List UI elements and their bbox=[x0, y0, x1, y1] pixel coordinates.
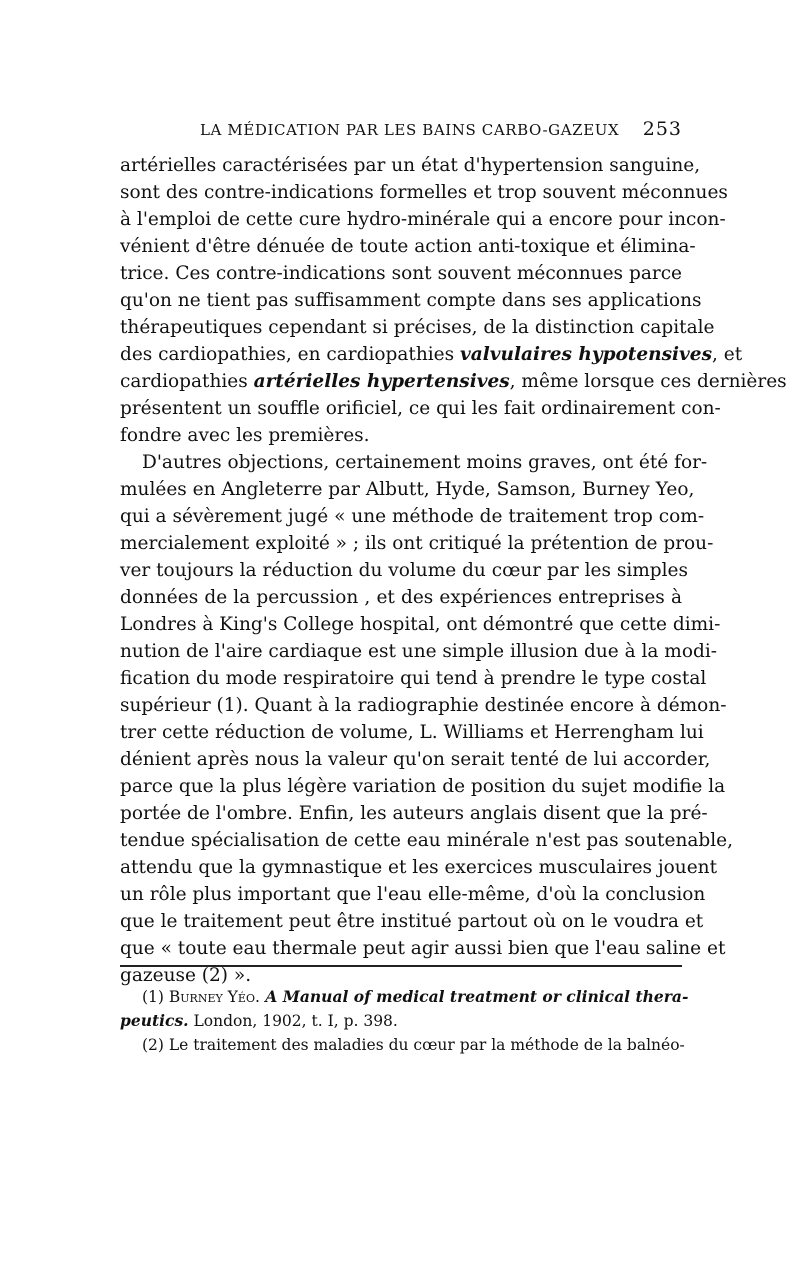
text-run: , et bbox=[711, 344, 743, 365]
body-text bbox=[120, 152, 787, 989]
text-line: nution de l'aire cardiaque est une simple illusion due à la modi- bbox=[120, 641, 717, 662]
text-run: cardiopathies bbox=[120, 371, 254, 392]
footnote-divider bbox=[120, 965, 682, 967]
text-line: sont des contre-indications formelles et trop souvent méconnues bbox=[120, 182, 728, 203]
text-line: un rôle plus important que l'eau elle-même, d'où la conclusion bbox=[120, 884, 706, 905]
text-line: fication du mode respiratoire qui tend à prendre le type costal bbox=[120, 668, 707, 689]
text-line: qui a sévèrement jugé « une méthode de traitement trop com- bbox=[120, 506, 705, 527]
running-header bbox=[200, 118, 682, 140]
footnote-title-end: peutics. bbox=[120, 1011, 189, 1030]
paragraph-start: D'autres objections, certainement moins graves, ont été for- bbox=[142, 452, 708, 473]
text-line: artérielles caractérisées par un état d'hypertension sanguine, bbox=[120, 155, 701, 176]
text-line: gazeuse (2) ». bbox=[120, 965, 252, 986]
text-run: des cardiopathies, en cardiopathies bbox=[120, 344, 460, 365]
footnote-2: (2) Le traitement des maladies du cœur par la méthode de la balnéo- bbox=[142, 1036, 685, 1054]
text-line: qu'on ne tient pas suffisamment compte dans ses applications bbox=[120, 290, 702, 311]
italic-term: valvulaires hypotensives bbox=[459, 344, 712, 365]
text-line: que « toute eau thermale peut agir aussi bien que l'eau saline et bbox=[120, 938, 726, 959]
footnote-marker: (1) bbox=[142, 988, 169, 1006]
footnote-title: A Manual of medical treatment or clinical thera- bbox=[259, 987, 689, 1006]
text-line: thérapeutiques cependant si précises, de la distinction capitale bbox=[120, 317, 715, 338]
text-line: portée de l'ombre. Enfin, les auteurs anglais disent que la pré- bbox=[120, 803, 708, 824]
italic-term: artérielles hypertensives bbox=[253, 371, 510, 392]
text-line bbox=[120, 341, 743, 368]
text-line: mercialement exploité » ; ils ont critiqué la prétention de prou- bbox=[120, 533, 714, 554]
text-line: présentent un souffle orificiel, ce qui les fait ordinairement con- bbox=[120, 398, 721, 419]
text-line: Londres à King's College hospital, ont démontré que cette dimi- bbox=[120, 614, 721, 635]
text-line: données de la percussion , et des expériences entreprises à bbox=[120, 587, 682, 608]
footnote-author: Burney Yéo. bbox=[168, 988, 260, 1006]
text-line: ver toujours la réduction du volume du cœur par les simples bbox=[120, 560, 688, 581]
footnote-1-continued bbox=[120, 1009, 682, 1033]
text-line: à l'emploi de cette cure hydro-minérale qui a encore pour incon- bbox=[120, 209, 726, 230]
text-line: que le traitement peut être institué partout où on le voudra et bbox=[120, 911, 704, 932]
text-line: fondre avec les premières. bbox=[120, 425, 370, 446]
text-line: tendue spécialisation de cette eau minérale n'est pas soutenable, bbox=[120, 830, 733, 851]
text-line: trer cette réduction de volume, L. Williams et Herrengham lui bbox=[120, 722, 704, 743]
text-line: parce que la plus légère variation de position du sujet modifie la bbox=[120, 776, 726, 797]
footnote-reference: London, 1902, t. I, p. 398. bbox=[188, 1012, 398, 1030]
text-line: trice. Ces contre-indications sont souvent méconnues parce bbox=[120, 263, 682, 284]
text-line bbox=[120, 368, 787, 395]
running-title: LA MÉDICATION PAR LES BAINS CARBO-GAZEUX bbox=[200, 121, 620, 139]
page-number: 253 bbox=[642, 118, 682, 140]
footnote-1 bbox=[120, 985, 689, 1009]
text-line: dénient après nous la valeur qu'on serait tenté de lui accorder, bbox=[120, 749, 711, 770]
text-line: supérieur (1). Quant à la radiographie destinée encore à démon- bbox=[120, 695, 727, 716]
footnotes bbox=[120, 985, 689, 1057]
text-line: vénient d'être dénuée de toute action anti-toxique et élimina- bbox=[120, 236, 696, 257]
text-run: , même lorsque ces dernières bbox=[509, 371, 787, 392]
text-line: mulées en Angleterre par Albutt, Hyde, Samson, Burney Yeo, bbox=[120, 479, 695, 500]
text-line: attendu que la gymnastique et les exercices musculaires jouent bbox=[120, 857, 718, 878]
